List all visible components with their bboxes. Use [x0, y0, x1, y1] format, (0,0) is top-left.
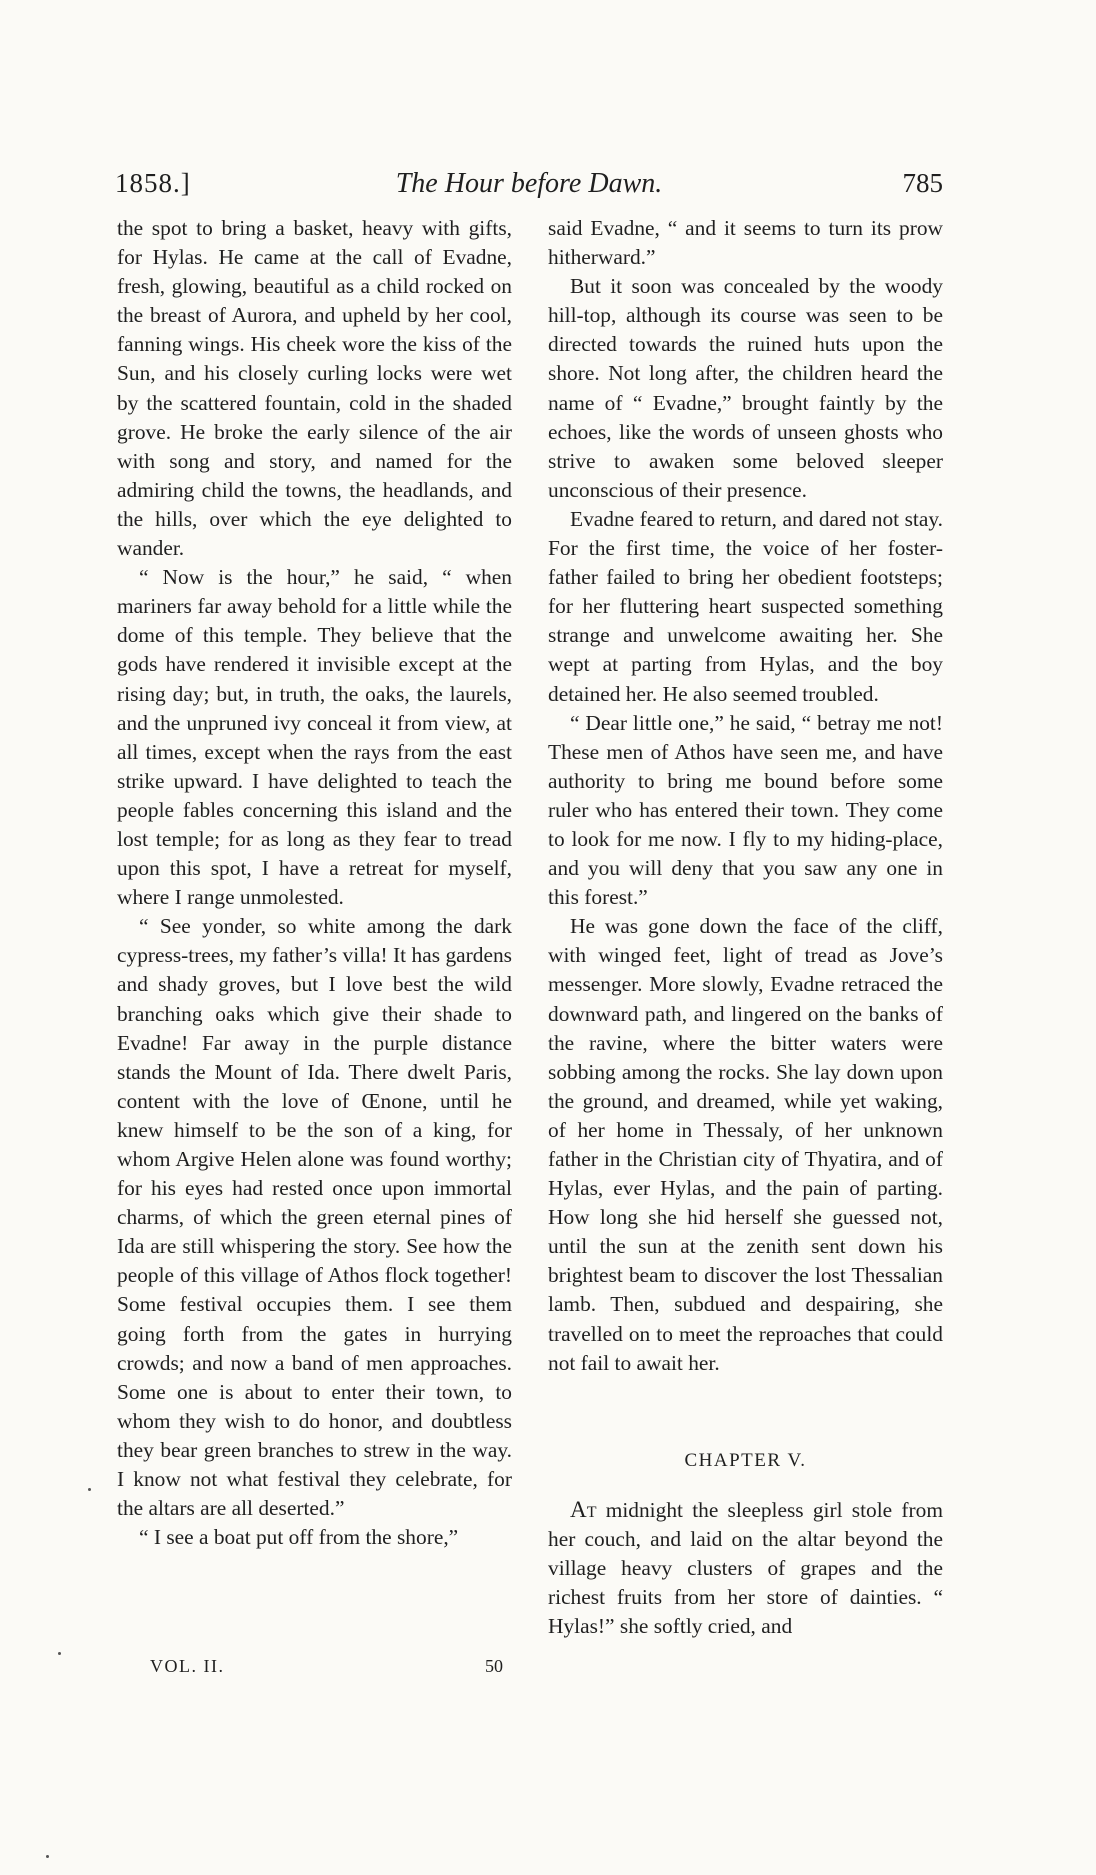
- paragraph: Evadne feared to return, and dared not stay. For the first time, the voice of her foster-father failed to bring her obedient footsteps; for her fluttering heart suspected something strange and unwelcome awaiting her. She wept at parting from Hylas, and the boy detained her. He also seemed troubled.: [548, 506, 943, 706]
- header-title: The Hour before Dawn.: [395, 168, 663, 199]
- paragraph: the spot to bring a basket, heavy with gifts, for Hylas. He came at the call of Evadne, fresh, glowing, beautiful as a child rocked on the breast of Aurora, and upheld by her cool, fanning wings. His cheek wore the kiss of the Sun, and his closely curling locks were wet by the scattered fountain, cold in the shaded grove. He broke the early silence of the air with song and story, and named for the admiring child the towns, the headlands, and the hills, over which the eye delighted to wander.: [117, 216, 512, 561]
- running-head: [115, 168, 943, 204]
- chapter-paragraph-text: midnight the sleepless girl stole from her couch, and laid on the altar beyond the village heavy clusters of grapes and the richest fruits from her store of dainties. “ Hylas!” she softly cried, and: [548, 1497, 943, 1639]
- ink-speck: [58, 1652, 61, 1655]
- paragraph: said Evadne, “ and it seems to turn its prow hitherward.”: [548, 216, 943, 270]
- ink-speck: [88, 1488, 91, 1491]
- ink-speck: [46, 1855, 49, 1858]
- chapter-lead-word: At: [570, 1495, 597, 1522]
- paragraph: “ See yonder, so white among the dark cypress-trees, my father’s villa! It has gardens and shady groves, but I love best the wild branching oaks which give their shade to Evadne! Far away in the purple distance stands the Mount of Ida. There dwelt Paris, content with the love of Œnone, until he knew himself to be the son of a king, for whom Argive Helen alone was found worthy; for his eyes had rested once upon immortal charms, of which the green eternal pines of Ida are still whispering the story. See how the people of this village of Athos flock together! Some festival occupies them. I see them going forth from the gates in hurrying crowds; and now a band of men approaches. Some one is about to enter their town, to whom they wish to do honor, and doubtless they bear green branches to strew in the way. I know not what festival they celebrate, for the altars are all deserted.”: [117, 914, 512, 1521]
- right-column: [548, 214, 943, 1641]
- signature-number: 50: [485, 1656, 503, 1676]
- signature-line: [150, 1656, 510, 1682]
- paragraph: “ I see a boat put off from the shore,”: [139, 1525, 459, 1550]
- volume-label: VOL. II.: [150, 1656, 225, 1676]
- chapter-paragraph: [548, 1495, 943, 1641]
- chapter-heading: CHAPTER V.: [684, 1449, 807, 1471]
- paragraph: But it soon was concealed by the woody hill-top, although its course was seen to be directed towards the ruined huts upon the shore. Not long after, the children heard the name of “ Evadne,” brought faintly by the echoes, like the words of unseen ghosts who strive to awaken some beloved sleeper unconscious of their presence.: [548, 274, 943, 502]
- header-year: 1858.]: [115, 168, 191, 198]
- page-number: 785: [902, 168, 943, 198]
- paragraph: “ Now is the hour,” he said, “ when mariners far away behold for a little while the dome of this temple. They believe that the gods have rendered it invisible except at the rising day; but, in truth, the oaks, the laurels, and the unpruned ivy conceal it from view, at all times, except when the rays from the east strike upward. I have delighted to teach the people fables concerning this island and the lost temple; for as long as they fear to tread upon this spot, I have a retreat for myself, where I range unmolested.: [117, 565, 512, 910]
- paragraph: He was gone down the face of the cliff, with winged feet, light of tread as Jove’s messenger. More slowly, Evadne retraced the downward path, and lingered on the banks of the ravine, where the bitter waters were sobbing among the rocks. She lay down upon the ground, and dreamed, while yet waking, of her home in Thessaly, of her unknown father in the Christian city of Thyatira, and of Hylas, ever Hylas, and the pain of parting. How long she hid herself she guessed not, until the sun at the zenith sent down his brightest beam to discover the lost Thessalian lamb. Then, subdued and despairing, she travelled on to meet the reproaches that could not fail to await her.: [548, 914, 943, 1375]
- left-column: [117, 214, 512, 1552]
- paragraph: “ Dear little one,” he said, “ betray me not! These men of Athos have seen me, and have authority to bring me bound before some ruler who has entered their town. They come to look for me now. I fly to my hiding-place, and you will deny that you saw any one in this forest.”: [548, 710, 943, 910]
